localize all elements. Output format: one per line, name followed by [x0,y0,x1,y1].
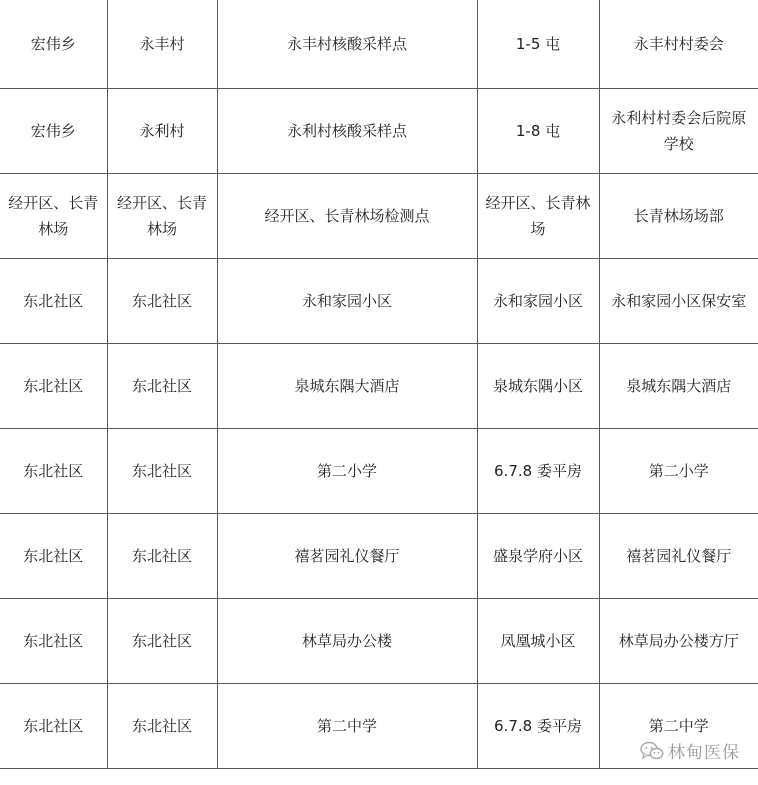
table-cell: 东北社区 [107,343,217,428]
table-cell: 永利村村委会后院原学校 [599,88,758,173]
table-row [0,343,758,428]
table-cell: 长青林场场部 [599,173,758,258]
table-cell: 永和家园小区 [477,258,599,343]
table-cell: 经开区、长青林场 [107,173,217,258]
table-cell: 东北社区 [0,258,107,343]
table-cell: 经开区、长青林场 [477,173,599,258]
table-cell: 永丰村 [107,0,217,88]
table-cell: 盛泉学府小区 [477,513,599,598]
table-cell: 林草局办公楼方厅 [599,598,758,683]
table-cell: 宏伟乡 [0,88,107,173]
table-cell: 第二中学 [599,683,758,768]
table-cell: 永利村 [107,88,217,173]
table-cell: 东北社区 [107,258,217,343]
table-cell: 永和家园小区 [217,258,477,343]
table-cell: 东北社区 [107,428,217,513]
table-row [0,173,758,258]
table-cell: 第二小学 [217,428,477,513]
table-cell: 6.7.8 委平房 [477,428,599,513]
table-cell: 第二小学 [599,428,758,513]
table-cell: 永丰村村委会 [599,0,758,88]
table-cell: 禧茗园礼仪餐厅 [217,513,477,598]
table-cell: 泉城东隅大酒店 [599,343,758,428]
table-row [0,258,758,343]
table-cell: 1-5 屯 [477,0,599,88]
table-row [0,598,758,683]
table-row [0,513,758,598]
table-cell: 1-8 屯 [477,88,599,173]
table-cell: 6.7.8 委平房 [477,683,599,768]
table-cell: 东北社区 [0,343,107,428]
table-cell: 永利村核酸采样点 [217,88,477,173]
table-cell: 泉城东隅大酒店 [217,343,477,428]
table-cell: 泉城东隅小区 [477,343,599,428]
table-cell: 东北社区 [0,428,107,513]
table-cell: 经开区、长青林场检测点 [217,173,477,258]
table-cell: 东北社区 [107,598,217,683]
table-cell: 东北社区 [0,598,107,683]
table-cell: 东北社区 [107,513,217,598]
watermark-text: 林甸医保 [668,743,740,763]
table-cell: 永丰村核酸采样点 [217,0,477,88]
table-cell: 第二中学 [217,683,477,768]
table-cell: 凤凰城小区 [477,598,599,683]
table-cell: 经开区、长青林场 [0,173,107,258]
table-cell: 宏伟乡 [0,0,107,88]
table-row [0,88,758,173]
table-cell: 东北社区 [107,683,217,768]
table-row [0,683,758,768]
table-cell: 东北社区 [0,683,107,768]
table-row [0,0,758,88]
table-cell: 禧茗园礼仪餐厅 [599,513,758,598]
table-row [0,428,758,513]
table-cell: 林草局办公楼 [217,598,477,683]
table-cell: 永和家园小区保安室 [599,258,758,343]
table-cell: 东北社区 [0,513,107,598]
